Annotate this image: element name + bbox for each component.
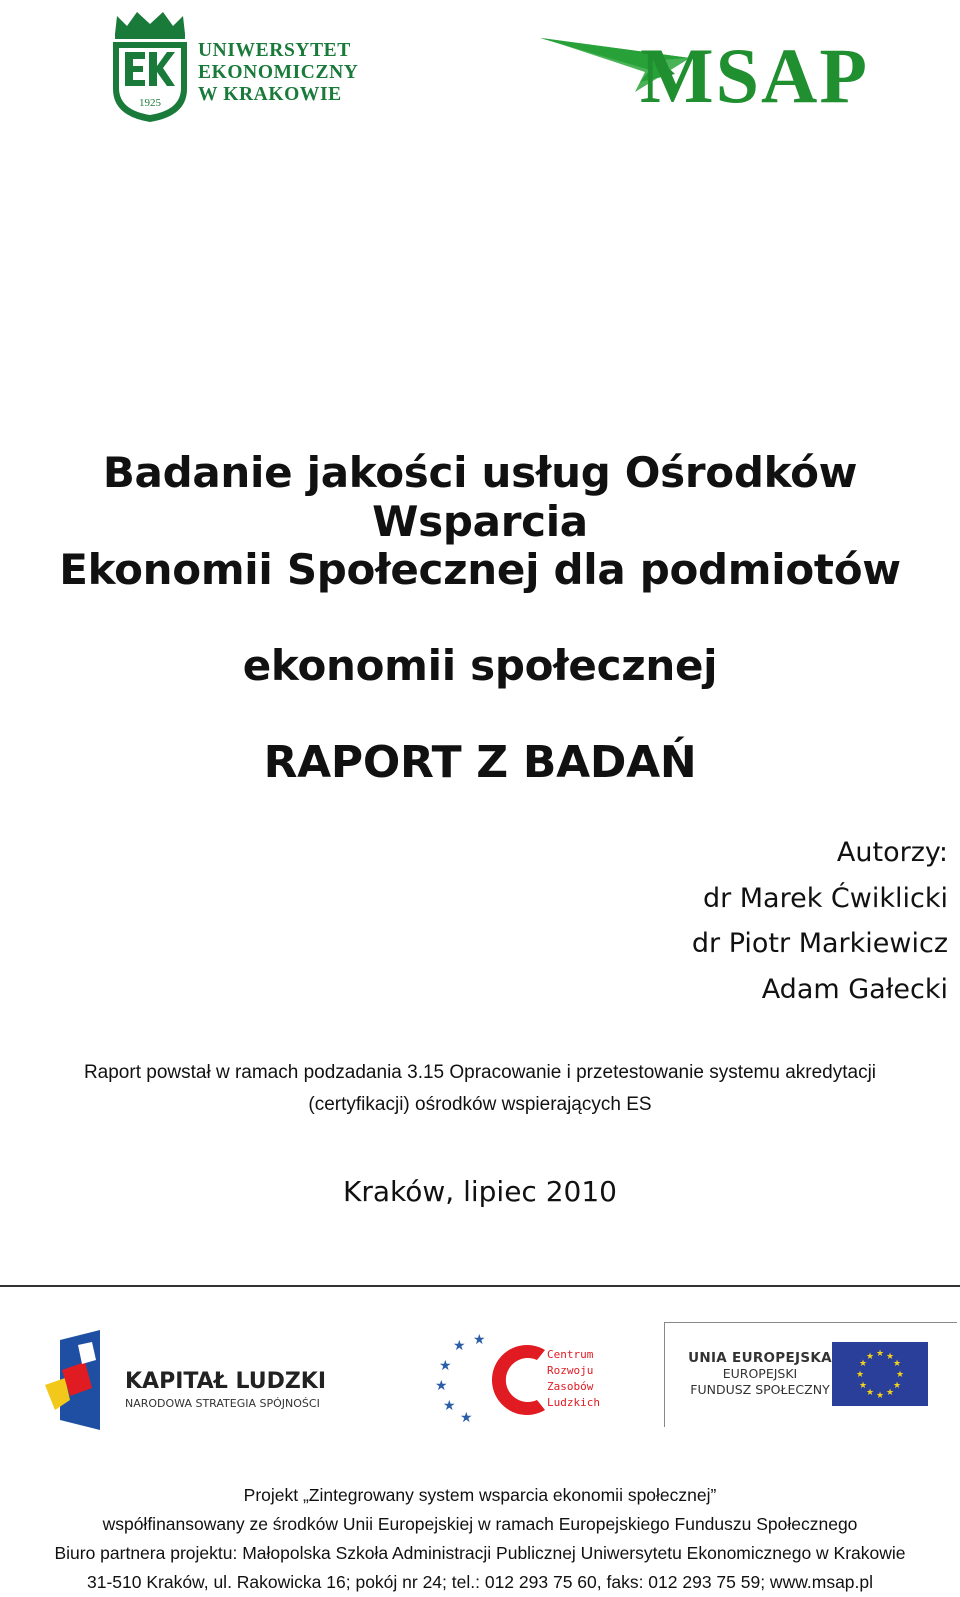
- svg-text:★: ★: [460, 1409, 473, 1425]
- footer-line-1: Projekt „Zintegrowany system wsparcia ekonomii społecznej”: [243, 1485, 717, 1505]
- svg-text:★: ★: [865, 1352, 875, 1362]
- authors-block: [692, 830, 948, 1012]
- title-line-1: Badanie jakości usług Ośrodków Wsparcia: [102, 448, 858, 546]
- uek-name-line3: W KRAKOWIE: [198, 84, 342, 105]
- svg-text:★: ★: [473, 1331, 486, 1347]
- svg-text:★: ★: [892, 1359, 902, 1369]
- eu-logo-text: [685, 1350, 835, 1398]
- svg-text:1925: 1925: [139, 97, 161, 109]
- title-line-2: Ekonomii Społecznej dla podmiotów: [59, 545, 901, 594]
- uek-name: [198, 40, 378, 106]
- author-name: dr Marek Ćwiklicki: [702, 882, 948, 914]
- svg-text:KAPITAŁ LUDZKI: KAPITAŁ LUDZKI: [125, 1369, 327, 1394]
- svg-text:★: ★: [865, 1388, 875, 1398]
- svg-text:★: ★: [875, 1391, 885, 1401]
- author-name: Adam Gałecki: [761, 973, 948, 1005]
- svg-text:★: ★: [453, 1337, 466, 1353]
- footer-line-4: 31-510 Kraków, ul. Rakowicka 16; pokój nr 24; tel.: 012 293 75 60, faks: 012 293 75 59; www.msap.pl: [86, 1572, 874, 1592]
- crzl-logo: [435, 1330, 625, 1425]
- footer-line-2: współfinansowany ze środków Unii Europejskiej w ramach Europejskiego Funduszu Społecznego: [102, 1514, 858, 1534]
- msap-logo-graphic: [540, 30, 900, 110]
- title-line-3: ekonomii społecznej: [242, 641, 718, 690]
- eu-line-3: FUNDUSZ SPOŁECZNY: [690, 1382, 830, 1397]
- uek-name-line1: UNIWERSYTET: [198, 40, 351, 61]
- eu-line-2: EUROPEJSKI: [722, 1366, 798, 1381]
- footer: [0, 1481, 960, 1597]
- crzl-graphic: [435, 1330, 625, 1425]
- author-name: dr Piotr Markiewicz: [691, 928, 948, 959]
- svg-text:NARODOWA STRATEGIA SPÓJNOŚCI: NARODOWA STRATEGIA SPÓJNOŚCI: [125, 1397, 320, 1410]
- kapital-ludzki-logo: [40, 1330, 370, 1435]
- footer-line-3: Biuro partnera projektu: Małopolska Szkoła Administracji Publicznej Uniwersytetu Ekonomicznego w Krakowie: [54, 1543, 906, 1563]
- svg-text:★: ★: [895, 1370, 905, 1380]
- note-line-1: Raport powstał w ramach podzadania 3.15 Opracowanie i przetestowanie systemu akredytacji: [83, 1062, 877, 1083]
- svg-text:★: ★: [875, 1349, 885, 1359]
- uek-crest-icon: [105, 4, 195, 124]
- report-origin-note: [20, 1057, 940, 1121]
- msap-logo-text: MSAP: [640, 32, 869, 110]
- kapital-ludzki-graphic: [40, 1330, 370, 1435]
- svg-text:Rozwoju: Rozwoju: [547, 1364, 594, 1377]
- svg-text:★: ★: [885, 1388, 895, 1398]
- uek-name-line2: EKONOMICZNY: [198, 62, 359, 83]
- svg-text:Zasobów: Zasobów: [547, 1380, 594, 1393]
- svg-text:Ludzkich: Ludzkich: [547, 1396, 600, 1409]
- svg-text:★: ★: [443, 1397, 456, 1413]
- eu-flag-icon: [832, 1342, 928, 1406]
- svg-text:★: ★: [885, 1352, 895, 1362]
- svg-text:★: ★: [858, 1381, 868, 1391]
- svg-text:★: ★: [435, 1377, 448, 1393]
- place-date: Kraków, lipiec 2010: [343, 1175, 617, 1208]
- msap-logo: [540, 30, 900, 110]
- eu-line-1: UNIA EUROPEJSKA: [688, 1350, 832, 1366]
- divider: [0, 1285, 960, 1287]
- svg-text:★: ★: [855, 1370, 865, 1380]
- authors-label: Autorzy:: [836, 837, 948, 868]
- svg-text:★: ★: [892, 1381, 902, 1391]
- svg-text:★: ★: [858, 1359, 868, 1369]
- report-heading: RAPORT Z BADAŃ: [263, 737, 697, 788]
- svg-text:★: ★: [439, 1357, 452, 1373]
- note-line-2: (certyfikacji) ośrodków wspierających ES: [308, 1094, 652, 1115]
- svg-text:Centrum: Centrum: [547, 1348, 594, 1361]
